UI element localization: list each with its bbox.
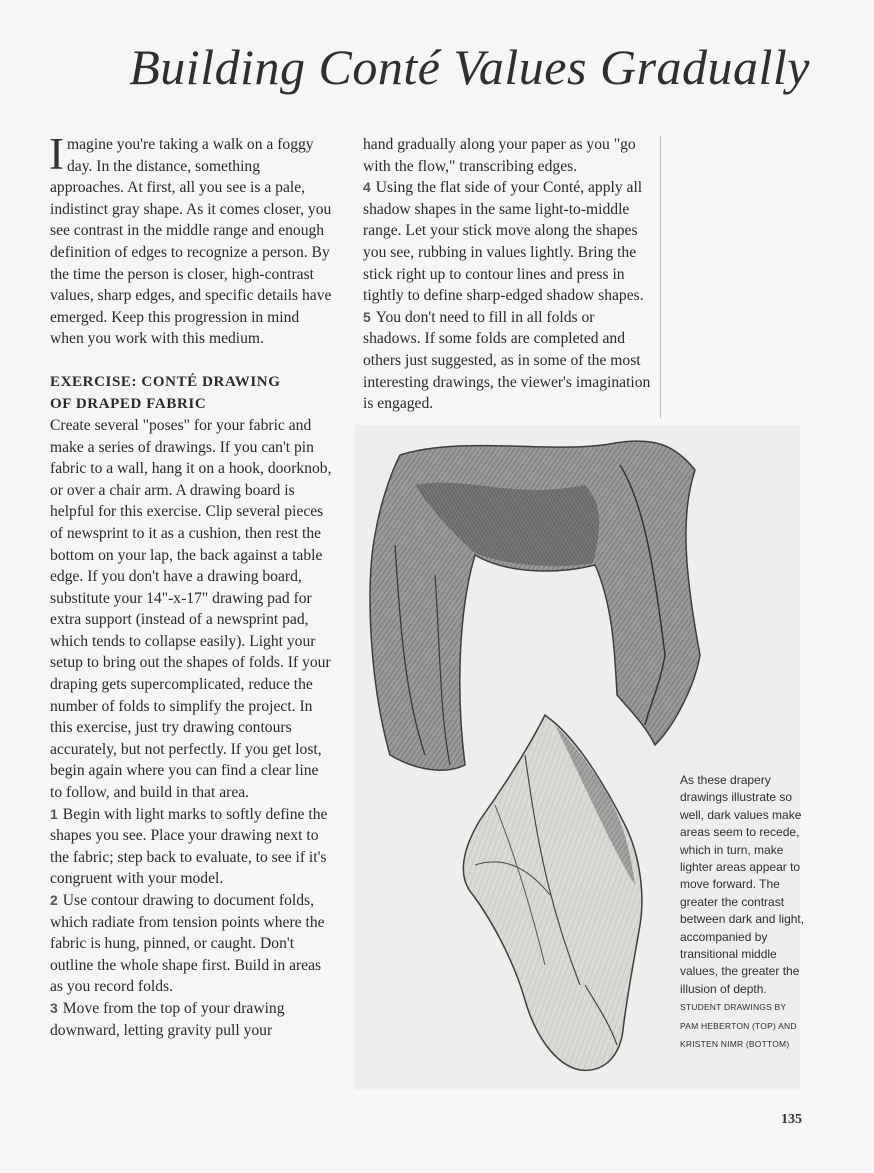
step-text: Move from the top of your drawing downward, letting gravity pull your [50, 999, 285, 1039]
exercise-heading [50, 371, 332, 415]
step-text: Begin with light marks to softly define the shapes you see. Place your drawing next to the fabric; step back to evaluate, to see if it's congruent with your model. [50, 805, 328, 888]
step-1 [50, 804, 332, 890]
illustration-caption [680, 772, 805, 1054]
caption-text: As these drapery drawings illustrate so well, dark values make areas seem to recede, which in turn, make lighter areas appear to move forward. The greater the contrast between dark and light, accompanied by transitional middle values, the greater the illusion of depth. [680, 773, 805, 996]
left-column [49, 129, 332, 1041]
step-text: You don't need to fill in all folds or shadows. If some folds are completed and others just suggested, as in some of the most interesting drawings, the viewer's imagination is engaged. [363, 308, 651, 413]
exercise-body: Create several "poses" for your fabric and make a series of drawings. If you can't pin fabric to a wall, hang it on a hook, doorknob, or over a chair arm. A drawing board is helpful for this exercise. Clip several pieces of newsprint to it as a cushion, then rest the bottom on your lap, the back against a table edge. If you don't have a drawing board, substitute your 14"-x-17" drawing pad for extra support (instead of a newsprint pad, which tends to collapse easily). Light your setup to bring out the shapes of folds. If your draping gets supercomplicated, reduce the number of folds to simplify the project. In this exercise, just try drawing contours accurately, but not perfectly. If you get lost, begin again where you can find a clear line to follow, and build in that area. [50, 416, 332, 802]
step-number: 4 [363, 179, 371, 196]
step-2 [50, 890, 332, 998]
step-3 [50, 998, 332, 1041]
step-text: Using the flat side of your Conté, apply all shadow shapes in the same light-to-middle range. Let your stick move along the shapes you see, rubbing in values lightly. Bring the stick right up to contour lines and press in tightly to define sharp-edged shadow shapes. [363, 179, 644, 305]
exercise-heading-line-1: EXERCISE: CONTÉ DRAWING [50, 373, 281, 390]
exercise-heading-line-2: OF DRAPED FABRIC [50, 395, 207, 412]
top-drapery-drawing [370, 441, 700, 770]
step-text: Use contour drawing to document folds, which radiate from tension points where the fabric is hung, pinned, or caught. Don't outline the whole shape first. Build in areas as you record folds. [50, 892, 325, 996]
step-number: 3 [50, 999, 58, 1016]
intro-text: magine you're taking a walk on a foggy day. In the distance, something approaches. At first, all you see is a pale, indistinct gray shape. As it comes closer, you see contrast in the middle range and enough definition of edges to recognize a person. By the time the person is closer, high-contrast values, sharp edges, and specific details have emerged. Keep this progression in mind when you work with this medium. [50, 136, 332, 348]
step-number: 1 [50, 805, 58, 822]
step-4 [363, 177, 653, 307]
drop-cap: I [49, 129, 64, 179]
caption-credit: STUDENT DRAWINGS BY PAM HEBERTON (TOP) AND KRISTEN NIMR (BOTTOM) [680, 1002, 797, 1050]
page-title: Building Conté Values Gradually [129, 39, 810, 95]
right-column [363, 134, 653, 415]
bottom-drapery-shape [463, 715, 642, 1070]
bottom-drapery-drawing [463, 715, 642, 1070]
step-5 [363, 307, 653, 415]
step-number: 2 [50, 892, 58, 908]
step-number: 5 [363, 308, 371, 325]
intro-paragraph [49, 129, 332, 350]
page-number: 135 [781, 1112, 802, 1127]
column-divider [660, 136, 661, 418]
continuation-text: hand gradually along your paper as you "go with the flow," transcribing edges. [363, 136, 636, 175]
